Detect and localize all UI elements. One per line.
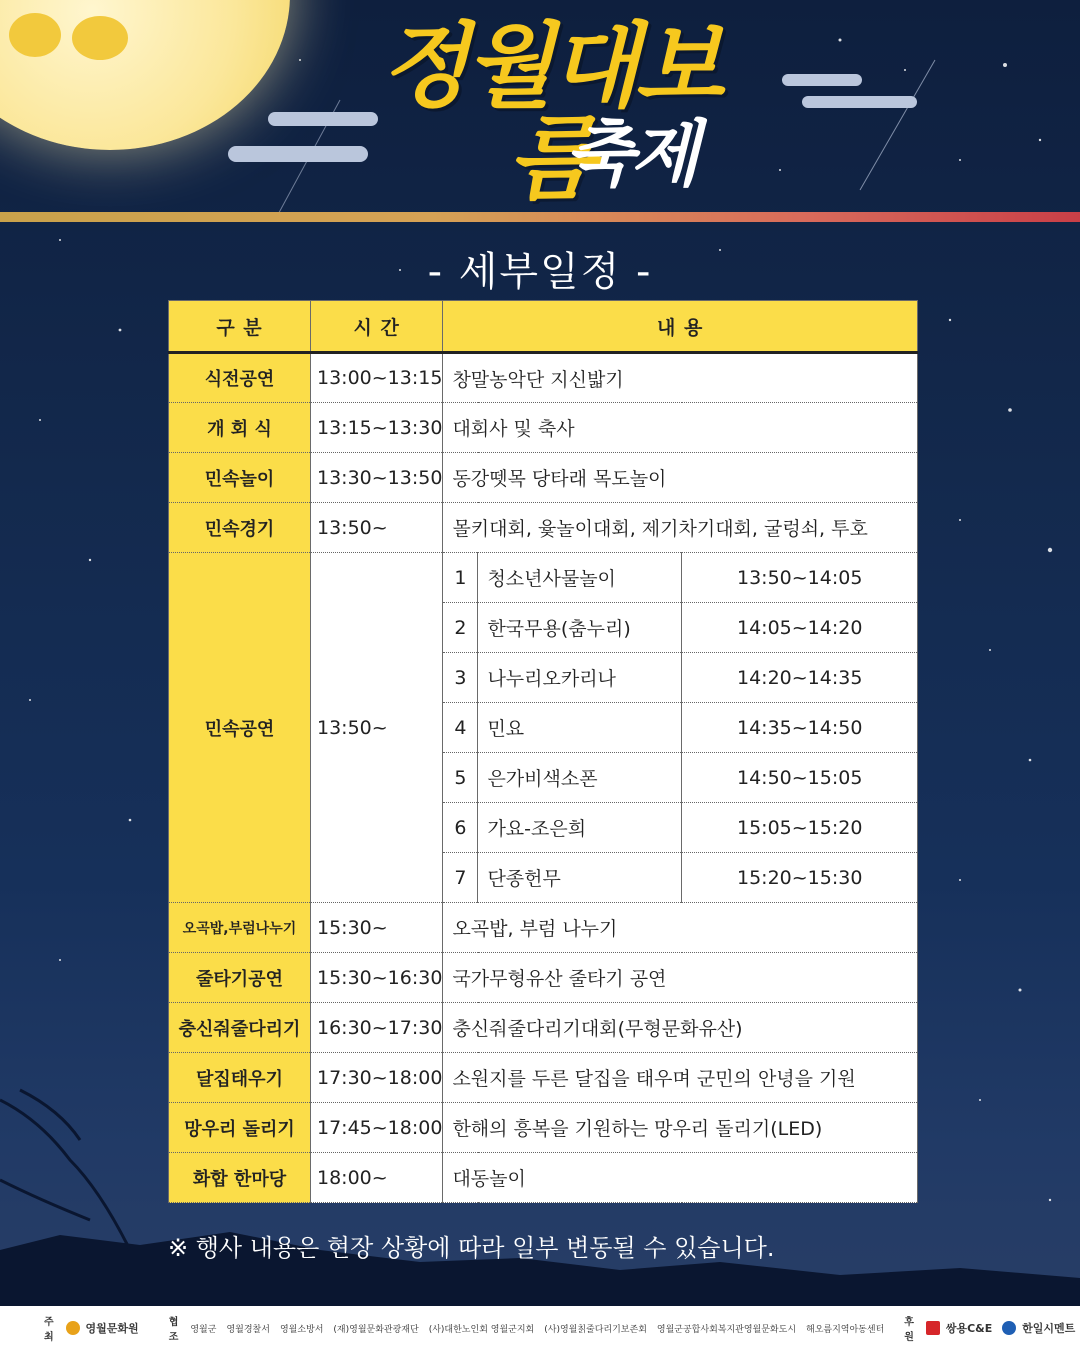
header-content: 내 용 (443, 301, 918, 353)
coop-org: 영월소방서 (279, 1324, 324, 1335)
coop-org: 영월군공합사회복지관영월문화도시 (656, 1324, 797, 1335)
row-time: 16:30~17:30 (311, 1003, 443, 1053)
table-row (169, 403, 918, 453)
row-category: 망우리 돌리기 (169, 1103, 311, 1153)
table-row (169, 953, 918, 1003)
table-row (169, 1153, 918, 1203)
performance-name: 가요-조은희 (478, 803, 682, 853)
row-content: 소원지를 두른 달집을 태우며 군민의 안녕을 기원 (443, 1053, 918, 1103)
row-category: 화합 한마당 (169, 1153, 311, 1203)
table-row (169, 353, 918, 403)
performance-number: 7 (443, 853, 478, 903)
performance-time: 13:50~ (311, 553, 443, 903)
performance-category: 민속공연 (169, 553, 311, 903)
table-row (169, 1103, 918, 1153)
header-time: 시 간 (311, 301, 443, 353)
performance-slot-time: 14:35~14:50 (682, 703, 918, 753)
table-row (169, 903, 918, 953)
cloud-right (782, 74, 922, 110)
table-row (169, 1053, 918, 1103)
performance-slot-time: 14:50~15:05 (682, 753, 918, 803)
header-category: 구 분 (169, 301, 311, 353)
performance-number: 1 (443, 553, 478, 603)
notice-text: ※ 행사 내용은 현장 상황에 따라 일부 변동될 수 있습니다. (168, 1234, 775, 1262)
host-name: 영월문화원 (85, 1322, 139, 1335)
row-time: 13:30~13:50 (311, 453, 443, 503)
host-logo (66, 1320, 139, 1336)
row-time: 15:30~16:30 (311, 953, 443, 1003)
row-category: 충신줘줄다리기 (169, 1003, 311, 1053)
festival-title: 정월대보름 (380, 12, 720, 212)
row-time: 13:50~ (311, 503, 443, 553)
performance-number: 4 (443, 703, 478, 753)
performance-name: 단종헌무 (478, 853, 682, 903)
row-content: 국가무형유산 줄타기 공연 (443, 953, 918, 1003)
row-content: 몰키대회, 윷놀이대회, 제기차기대회, 굴렁쇠, 투호 (443, 503, 918, 553)
sponsor-name: 쌍용C&E (945, 1322, 993, 1335)
performance-name: 은가비색소폰 (478, 753, 682, 803)
performance-slot-time: 14:05~14:20 (682, 603, 918, 653)
row-content: 대동놀이 (443, 1153, 918, 1203)
section-heading: - 세부일정 - (427, 249, 653, 295)
row-category: 오곡밥,부럼나누기 (169, 903, 311, 953)
coop-org: 영월경찰서 (226, 1324, 270, 1335)
coop-org: 해오름지역아동센터 (806, 1324, 885, 1335)
performance-slot-time: 15:05~15:20 (682, 803, 918, 853)
performance-name: 민요 (478, 703, 682, 753)
performance-name: 한국무용(춤누리) (478, 603, 682, 653)
row-content: 동강뗏목 당타래 목도놀이 (443, 453, 918, 503)
performance-row (169, 553, 918, 603)
host-label: 주최 (44, 1317, 54, 1343)
row-time: 15:30~ (311, 903, 443, 953)
row-time: 13:00~13:15 (311, 353, 443, 403)
footer-credits (0, 1306, 1080, 1350)
festival-subtitle: 축제 (564, 111, 696, 196)
sponsor-logo (1002, 1320, 1075, 1336)
row-category: 줄타기공연 (169, 953, 311, 1003)
table-row (169, 503, 918, 553)
row-content: 한해의 흥복을 기원하는 망우리 돌리기(LED) (443, 1103, 918, 1153)
performance-number: 6 (443, 803, 478, 853)
moon-rabbits-illustration (0, 0, 140, 70)
row-content: 충신줘줄다리기대회(무형문화유산) (443, 1003, 918, 1053)
sponsor-name: 한일시멘트 (1022, 1322, 1076, 1335)
performance-number: 2 (443, 603, 478, 653)
performance-number: 5 (443, 753, 478, 803)
table-row (169, 1003, 918, 1053)
row-content: 대회사 및 축사 (443, 403, 918, 453)
row-time: 13:15~13:30 (311, 403, 443, 453)
performance-slot-time: 15:20~15:30 (682, 853, 918, 903)
performance-number: 3 (443, 653, 478, 703)
title-divider-band (0, 212, 1080, 222)
row-category: 개 회 식 (169, 403, 311, 453)
row-time: 18:00~ (311, 1153, 443, 1203)
host-logo-icon (66, 1321, 80, 1335)
sponsor-logo-icon (1002, 1321, 1016, 1335)
table-header-row (169, 301, 918, 353)
coop-org: (재)영월문화관광재단 (333, 1324, 419, 1335)
performance-name: 나누리오카리나 (478, 653, 682, 703)
coop-org: (사)대한노인회 영월군지회 (428, 1324, 535, 1335)
performance-slot-time: 13:50~14:05 (682, 553, 918, 603)
coop-org: (사)영월칡줄다리기보존회 (544, 1324, 647, 1335)
performance-slot-time: 14:20~14:35 (682, 653, 918, 703)
table-row (169, 453, 918, 503)
row-content: 창말농악단 지신밟기 (443, 353, 918, 403)
row-category: 식전공연 (169, 353, 311, 403)
sponsor-label: 후원 (904, 1317, 914, 1343)
row-content: 오곡밥, 부럼 나누기 (443, 903, 918, 953)
row-time: 17:30~18:00 (311, 1053, 443, 1103)
row-category: 달집태우기 (169, 1053, 311, 1103)
row-category: 민속경기 (169, 503, 311, 553)
coop-label: 협조 (168, 1317, 179, 1343)
coop-org: 영월군 (190, 1324, 217, 1335)
row-time: 17:45~18:00 (311, 1103, 443, 1153)
schedule-table (168, 300, 918, 1203)
performance-name: 청소년사물놀이 (478, 553, 682, 603)
sponsor-logo (926, 1320, 992, 1336)
sponsor-logo-icon (926, 1321, 940, 1335)
row-category: 민속놀이 (169, 453, 311, 503)
